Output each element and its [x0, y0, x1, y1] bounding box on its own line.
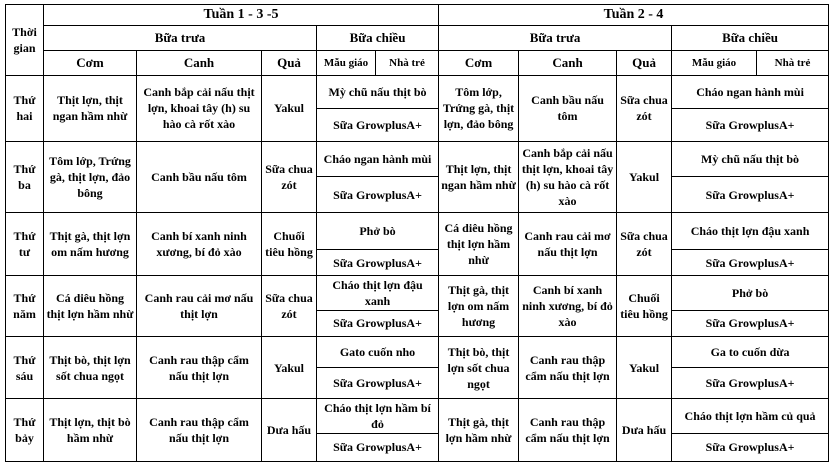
day-label: Thứ sáu: [6, 336, 44, 399]
week-b-afternoon-header: Bữa chiều: [672, 26, 829, 51]
header-row-columns: [6, 51, 829, 75]
week-b-soup-cell: Canh rau thập cẩm nấu thịt lợn: [519, 399, 617, 462]
day-label: Thứ ba: [6, 142, 44, 213]
week-b-rice-cell: Thịt gà, thịt lợn om nấm hương: [439, 276, 519, 337]
day-row: [6, 276, 829, 310]
week-a-afternoon-milk-cell: Sữa GrowplusA+: [317, 108, 439, 141]
week-b-afternoon-dish-cell: Cháo thịt lợn đậu xanh: [672, 212, 829, 249]
week-a-afternoon-header: Bữa chiều: [317, 26, 439, 51]
week-b-soup-cell: Canh rau cải mơ nấu thịt lợn: [519, 212, 617, 276]
week-b-rice-cell: Thịt gà, thịt lợn hầm nhừ: [439, 399, 519, 462]
week-a-soup-header: Canh: [137, 51, 262, 75]
week-a-fruit-cell: Sữa chua zót: [262, 276, 317, 337]
weekly-menu-table: [5, 4, 829, 462]
week-a-soup-cell: Canh rau cải mơ nấu thịt lợn: [137, 276, 262, 337]
week-b-rice-cell: Tôm lớp, Trứng gà, thịt lợn, đảo bông: [439, 75, 519, 142]
week-b-afternoon-milk-cell: Sữa GrowplusA+: [672, 250, 829, 276]
week-a-afternoon-milk-cell: Sữa GrowplusA+: [317, 177, 439, 212]
week-b-afternoon-dish-cell: Mỳ chũ nấu thịt bò: [672, 142, 829, 177]
day-label: Thứ hai: [6, 75, 44, 142]
week-b-afternoon-dish-cell: Phở bò: [672, 276, 829, 310]
week-b-soup-cell: Canh bí xanh ninh xương, bí đỏ xào: [519, 276, 617, 337]
week-b-rice-cell: Thịt bò, thịt lợn sốt chua ngọt: [439, 336, 519, 399]
header-row-weeks: [6, 5, 829, 26]
week-b-fruit-cell: Dưa hấu: [617, 399, 672, 462]
week-b-fruit-cell: Yakul: [617, 142, 672, 213]
week-b-afternoon-dish-cell: Cháo thịt lợn hầm củ quả: [672, 399, 829, 433]
week-a-afternoon-dish-cell: Mỳ chũ nấu thịt bò: [317, 75, 439, 108]
week-a-header: Tuần 1 - 3 -5: [44, 5, 439, 26]
week-b-kindergarten-header: Mẫu giáo: [672, 51, 757, 75]
week-b-rice-cell: Cá diêu hồng thịt lợn hầm nhừ: [439, 212, 519, 276]
day-label: Thứ năm: [6, 276, 44, 337]
day-row: [6, 75, 829, 108]
week-a-rice-cell: Cá diêu hồng thịt lợn hầm nhừ: [44, 276, 137, 337]
day-row: [6, 142, 829, 177]
week-a-lunch-header: Bữa trưa: [44, 26, 317, 51]
week-a-rice-header: Cơm: [44, 51, 137, 75]
week-b-soup-cell: Canh bầu nấu tôm: [519, 75, 617, 142]
week-b-fruit-cell: Sữa chua zót: [617, 212, 672, 276]
week-a-afternoon-milk-cell: Sữa GrowplusA+: [317, 368, 439, 399]
week-b-afternoon-dish-cell: Cháo ngan hành mùi: [672, 75, 829, 108]
week-b-header: Tuần 2 - 4: [439, 5, 829, 26]
week-a-afternoon-milk-cell: Sữa GrowplusA+: [317, 310, 439, 336]
week-b-rice-header: Cơm: [439, 51, 519, 75]
week-a-rice-cell: Thịt lợn, thịt ngan hầm nhừ: [44, 75, 137, 142]
week-a-rice-cell: Thịt lợn, thịt bò hầm nhừ: [44, 399, 137, 462]
week-a-fruit-cell: Yakul: [262, 75, 317, 142]
week-a-soup-cell: Canh rau thập cẩm nấu thịt lợn: [137, 399, 262, 462]
week-b-soup-header: Canh: [519, 51, 617, 75]
week-b-lunch-header: Bữa trưa: [439, 26, 672, 51]
day-label: Thứ bảy: [6, 399, 44, 462]
week-b-afternoon-dish-cell: Ga to cuốn dừa: [672, 336, 829, 367]
week-a-nursery-header: Nhà trẻ: [376, 51, 439, 75]
week-a-soup-cell: Canh bí xanh ninh xương, bí đỏ xào: [137, 212, 262, 276]
week-a-rice-cell: Thịt gà, thịt lợn om nấm hương: [44, 212, 137, 276]
week-b-fruit-header: Quả: [617, 51, 672, 75]
week-a-fruit-cell: Sữa chua zót: [262, 142, 317, 213]
week-a-soup-cell: Canh bắp cải nấu thịt lợn, khoai tây (h) su hào cà rốt xào: [137, 75, 262, 142]
week-a-fruit-cell: Chuối tiêu hồng: [262, 212, 317, 276]
week-a-soup-cell: Canh bầu nấu tôm: [137, 142, 262, 213]
week-b-fruit-cell: Chuối tiêu hồng: [617, 276, 672, 337]
week-b-afternoon-milk-cell: Sữa GrowplusA+: [672, 368, 829, 399]
week-a-soup-cell: Canh rau thập cẩm nấu thịt lợn: [137, 336, 262, 399]
week-a-rice-cell: Tôm lớp, Trứng gà, thịt lợn, đảo bông: [44, 142, 137, 213]
header-row-meals: [6, 26, 829, 51]
day-row: [6, 399, 829, 433]
week-a-afternoon-dish-cell: Phở bò: [317, 212, 439, 249]
week-b-afternoon-milk-cell: Sữa GrowplusA+: [672, 310, 829, 336]
day-label: Thứ tư: [6, 212, 44, 276]
week-a-fruit-cell: Dưa hấu: [262, 399, 317, 462]
week-a-fruit-cell: Yakul: [262, 336, 317, 399]
week-b-rice-cell: Thịt lợn, thịt ngan hầm nhừ: [439, 142, 519, 213]
week-a-afternoon-milk-cell: Sữa GrowplusA+: [317, 433, 439, 461]
week-b-soup-cell: Canh bắp cải nấu thịt lợn, khoai tây (h) su hào cà rốt xào: [519, 142, 617, 213]
day-row: [6, 212, 829, 249]
week-a-fruit-header: Quả: [262, 51, 317, 75]
week-a-afternoon-dish-cell: Cháo thịt lợn đậu xanh: [317, 276, 439, 310]
week-a-afternoon-dish-cell: Gato cuốn nho: [317, 336, 439, 367]
week-b-soup-cell: Canh rau thập cẩm nấu thịt lợn: [519, 336, 617, 399]
week-b-afternoon-milk-cell: Sữa GrowplusA+: [672, 108, 829, 141]
time-header: Thời gian: [6, 5, 44, 76]
week-a-afternoon-dish-cell: Cháo thịt lợn hầm bí đỏ: [317, 399, 439, 433]
week-b-fruit-cell: Sữa chua zót: [617, 75, 672, 142]
week-b-afternoon-milk-cell: Sữa GrowplusA+: [672, 177, 829, 212]
day-row: [6, 336, 829, 367]
week-b-fruit-cell: Yakul: [617, 336, 672, 399]
week-b-afternoon-milk-cell: Sữa GrowplusA+: [672, 433, 829, 461]
week-a-afternoon-dish-cell: Cháo ngan hành mùi: [317, 142, 439, 177]
week-b-nursery-header: Nhà trẻ: [757, 51, 829, 75]
week-a-afternoon-milk-cell: Sữa GrowplusA+: [317, 250, 439, 276]
week-a-rice-cell: Thịt bò, thịt lợn sốt chua ngọt: [44, 336, 137, 399]
week-a-kindergarten-header: Mẫu giáo: [317, 51, 376, 75]
